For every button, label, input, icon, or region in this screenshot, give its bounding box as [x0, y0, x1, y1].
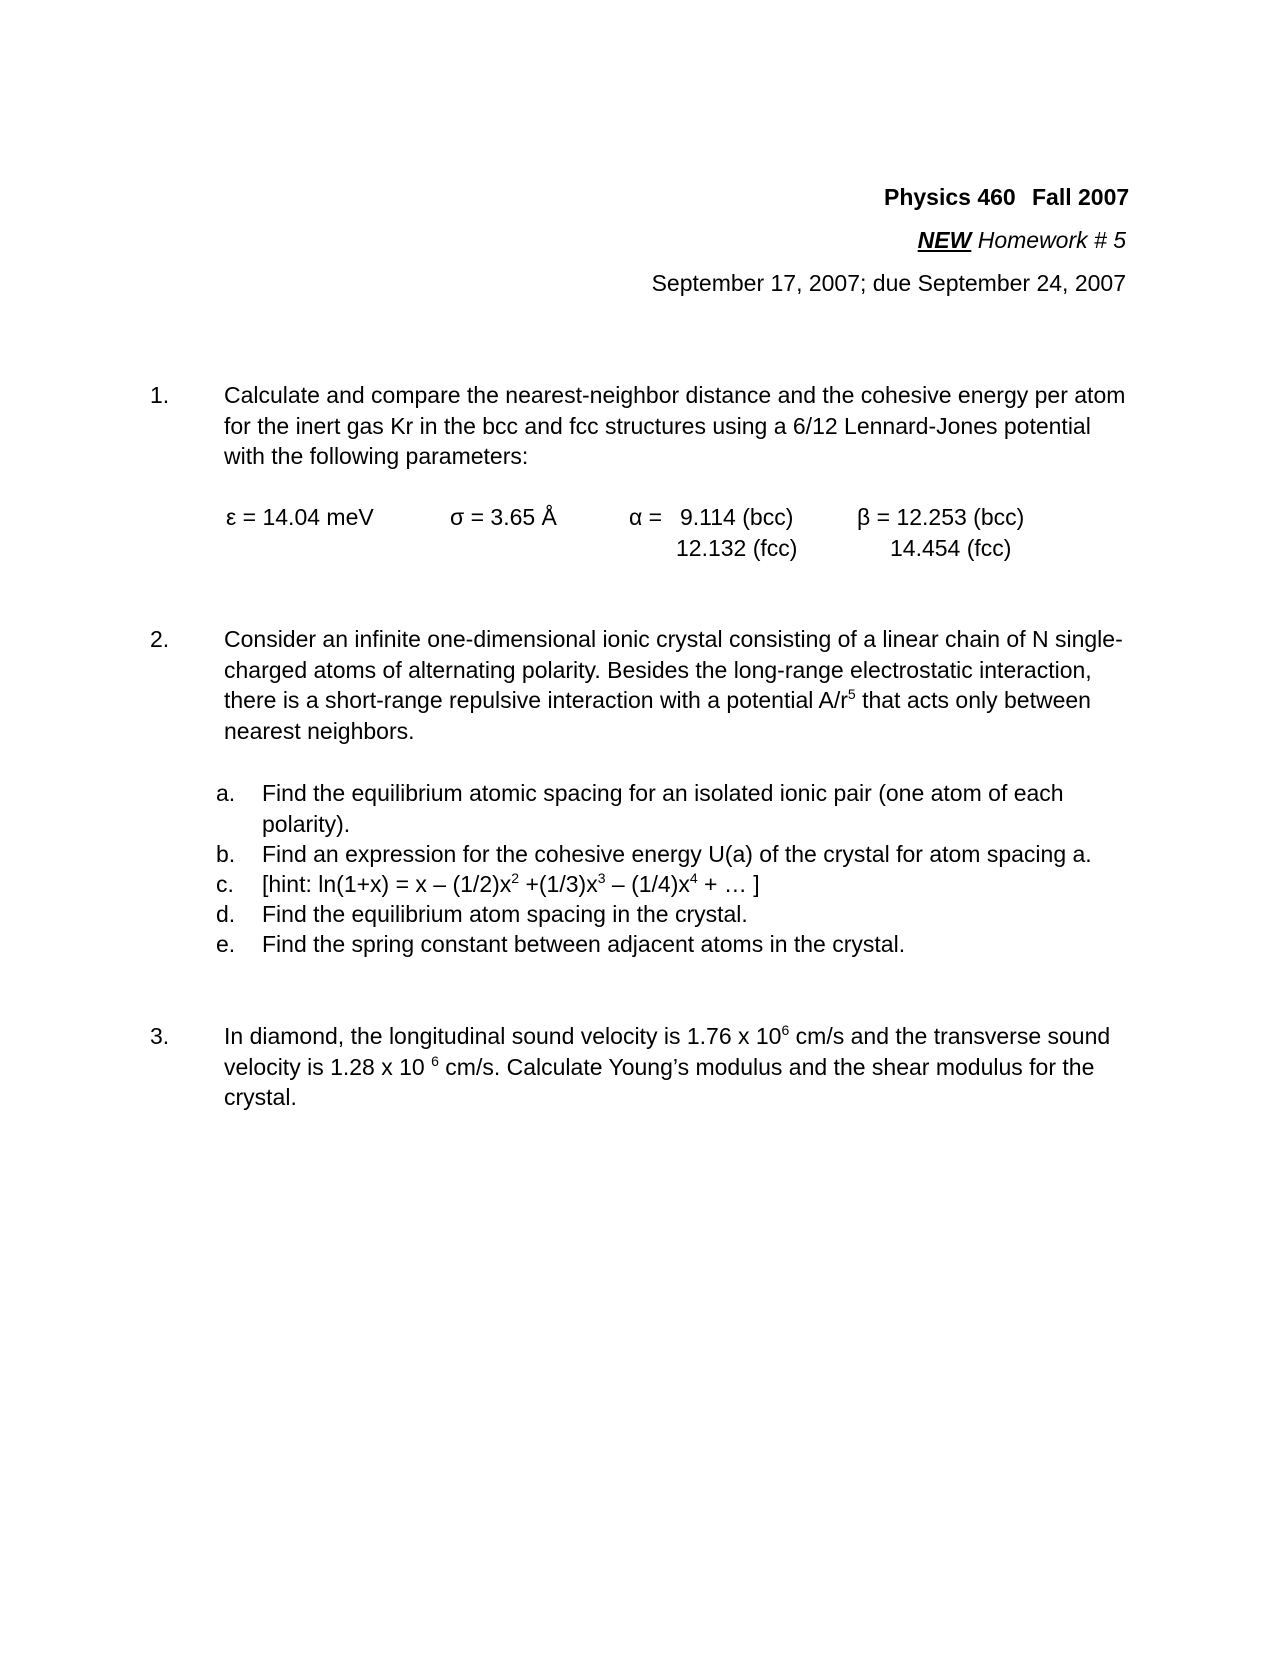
- problem-2a-letter: a.: [216, 780, 236, 806]
- problem-2c-hint: [hint: $\ln(1+x) = x - (1/2)x^2 +(1/3)x^3 - (1/4)x^4$ + … ]: [262, 870, 760, 897]
- param-alpha-bcc: 9.114 (bcc): [680, 504, 794, 530]
- param-beta-bcc: β = 12.253 (bcc): [857, 504, 1025, 530]
- homework-title: NEW Homework # 5: [917, 227, 1126, 253]
- problem-2b-letter: b.: [216, 841, 236, 867]
- problem-2c-letter: c.: [216, 871, 234, 897]
- problem-1-text: Calculate and compare the nearest-neighbor distance and the cohesive energy per atom for the inert gas Kr in the bcc and fcc structures using a 6/12 Lennard-Jones potential with the following parameters:: [224, 382, 1126, 469]
- param-alpha-label: α =: [629, 504, 663, 530]
- problem-2d-letter: d.: [216, 901, 236, 927]
- problem-2e-text: Find the spring constant between adjacent atoms in the crystal.: [262, 931, 906, 957]
- assignment-dates: September 17, 2007; due September 24, 2007: [651, 270, 1126, 296]
- problem-2-number: 2.: [150, 626, 170, 652]
- problem-3-text: In diamond, the longitudinal sound velocity is 1.76 x $10^6$ cm/s and the transverse sound velocity is 1.28 x 10 $^6$ cm/s. Calculate Young’s modulus and the shear modulus for the crystal.: [224, 1022, 1111, 1110]
- problem-2b-text: Find an expression for the cohesive energy U(a) of the crystal for atom spacing a.: [262, 841, 1092, 867]
- param-beta-fcc: 14.454 (fcc): [890, 535, 1012, 561]
- problem-2d-text: Find the equilibrium atom spacing in the crystal.: [262, 901, 748, 927]
- problem-1-number: 1.: [150, 382, 170, 408]
- new-label: NEW: [917, 227, 972, 253]
- term: Fall 2007: [1032, 184, 1130, 210]
- course-title: Physics 460: [884, 184, 1016, 210]
- problem-2-text: Consider an infinite one-dimensional ionic crystal consisting of a linear chain of N single-charged atoms of alternating polarity. Besides the long-range electrostatic interaction, there is a short-range repulsive interaction with a potential $A/r^5$ that acts only between nearest neighbors.: [224, 626, 1123, 744]
- param-epsilon: ε = 14.04 meV: [226, 504, 374, 530]
- param-sigma: σ = 3.65 Å: [450, 504, 557, 530]
- param-alpha-fcc: 12.132 (fcc): [676, 535, 798, 561]
- problem-2e-letter: e.: [216, 931, 236, 957]
- problem-2a-text: Find the equilibrium atomic spacing for an isolated ionic pair (one atom of each polarity).: [262, 780, 1064, 837]
- problem-3-number: 3.: [150, 1023, 170, 1049]
